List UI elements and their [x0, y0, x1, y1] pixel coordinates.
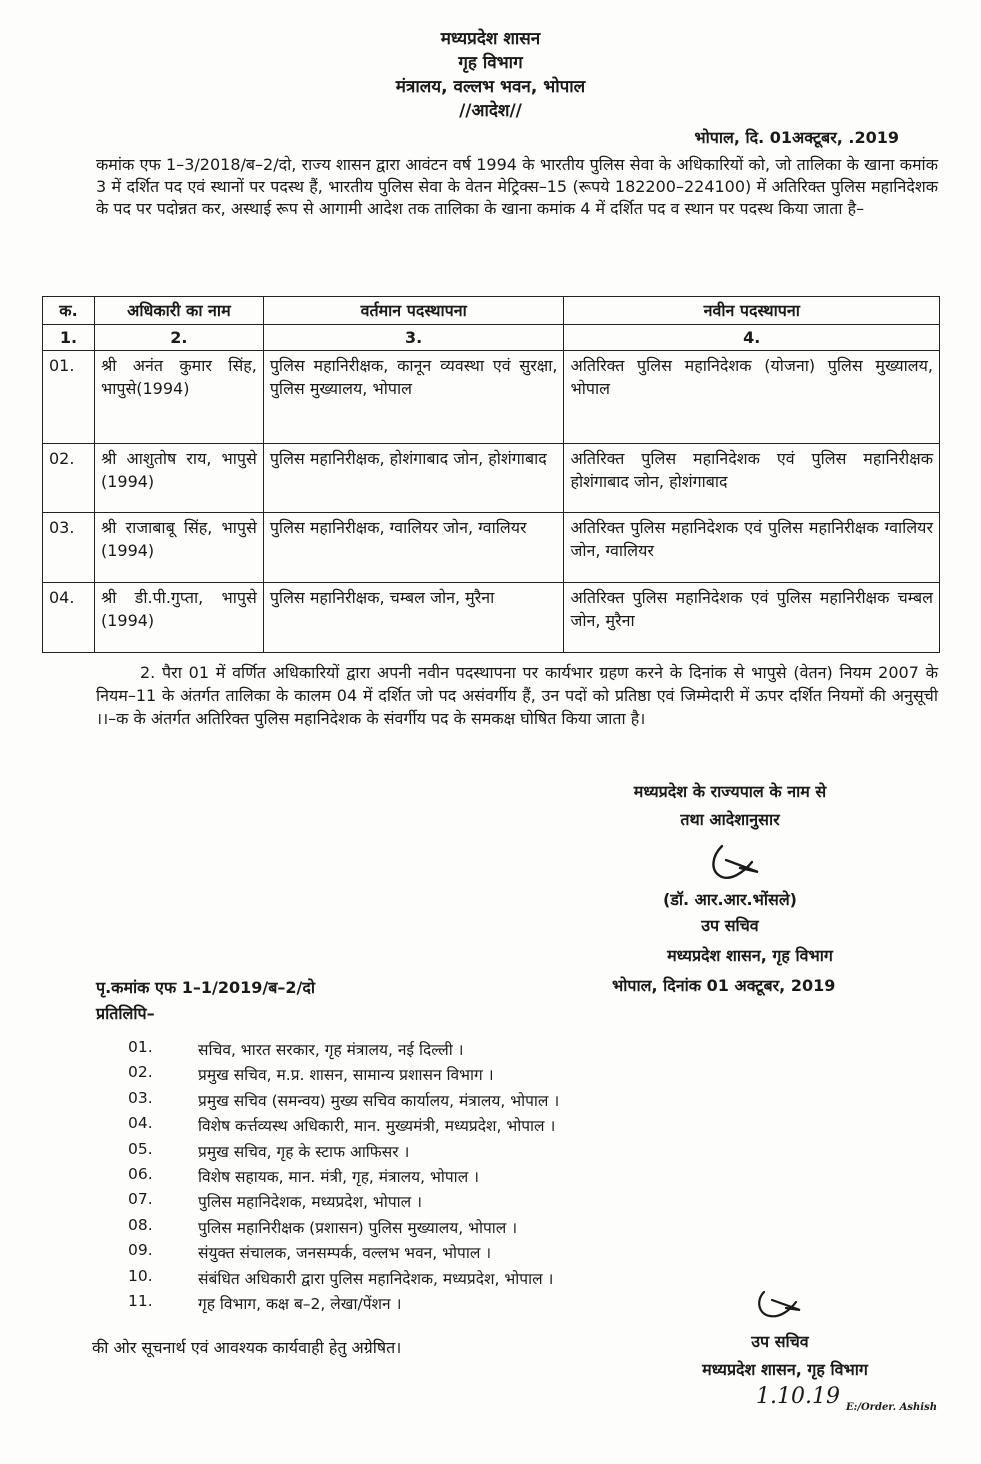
row-new-posting: अतिरिक्त पुलिस महानिदेशक एवं पुलिस महानिरीक्षक होशंगाबाद जोन, होशंगाबाद	[564, 444, 940, 513]
signatory-name: (डॉ. आर.आर.भोंसले)	[663, 890, 797, 909]
signature-mark	[700, 842, 770, 892]
list-item-text: विशेष सहायक, मान. मंत्री, गृह, मंत्रालय, भोपाल ।	[198, 1167, 480, 1186]
endorsement-number: पृ.कमांक एफ 1–1/2019/ब–2/दो	[96, 978, 316, 997]
list-item-number: 02.	[128, 1063, 153, 1082]
col-number: 3.	[263, 325, 564, 351]
list-item-text: संयुक्त संचालक, जनसम्पर्क, वल्लभ भवन, भोपाल ।	[198, 1244, 492, 1263]
list-item-number: 03.	[128, 1088, 153, 1107]
list-item	[110, 1165, 810, 1190]
header-current-posting: वर्तमान पदस्थापना	[263, 297, 564, 325]
table-row	[43, 351, 940, 444]
list-item-number: 09.	[128, 1241, 153, 1260]
list-item-number: 06.	[128, 1164, 153, 1183]
table-header-row	[43, 297, 940, 325]
closing-line: की ओर सूचनार्थ एवं आवश्यक कार्यवाही हेतु अग्रेषित।	[92, 1338, 402, 1357]
row-current-posting: पुलिस महानिरीक्षक, कानून व्यवस्था एवं सुरक्षा, पुलिस मुख्यालय, भोपाल	[263, 351, 564, 444]
list-item-text: सचिव, भारत सरकार, गृह मंत्रालय, नई दिल्ली ।	[198, 1041, 464, 1059]
row-serial: 03.	[43, 513, 95, 583]
header-state: मध्यप्रदेश शासन	[440, 29, 541, 49]
list-item-text: प्रमुख सचिव (समन्वय) मुख्य सचिव कार्यालय, मंत्रालय, भोपाल ।	[198, 1091, 560, 1110]
list-item	[110, 1063, 810, 1088]
list-item-text: गृह विभाग, कक्ष ब–2, लेखा/पेंशन ।	[198, 1294, 402, 1313]
copy-list	[110, 1038, 810, 1317]
list-item	[110, 1241, 810, 1266]
list-item-text: विशेष कर्त्तव्यस्थ अधिकारी, मान. मुख्यमंत्री, मध्यप्रदेश, भोपाल ।	[198, 1117, 556, 1136]
authority-line-2: तथा आदेशानुसार	[680, 810, 780, 829]
header-serial: क.	[43, 297, 95, 325]
row-serial: 04.	[43, 583, 95, 653]
order-title: //आदेश//	[459, 101, 522, 121]
list-item-text: पुलिस महानिरीक्षक (प्रशासन) पुलिस मुख्यालय, भोपाल ।	[198, 1218, 518, 1237]
signatory-designation: उप सचिव	[701, 916, 759, 935]
list-item-number: 08.	[128, 1215, 153, 1234]
table-column-numbers	[43, 325, 940, 351]
paragraph-2: 2. पैरा 01 में वर्णित अधिकारियों द्वारा अपनी नवीन पदस्थापना पर कार्यभार ग्रहण करने के दिनांक से भापुसे (वेतन) नियम 2007 के नियम–11 के अंतर्गत तालिका के कालम 04 में दर्शित जो पद असंवर्गीय हैं, उन पदों को प्रतिष्ठा एवं जिम्मेदारी में ऊपर दर्शित नियमों की अनुसूची ।।–क के अंतर्गत अतिरिक्त पुलिस महानिदेशक के संवर्गीय पद के समकक्ष घोषित किया जाता है।	[96, 663, 938, 728]
list-item-number: 10.	[128, 1266, 153, 1285]
list-item	[110, 1292, 810, 1317]
row-new-posting: अतिरिक्त पुलिस महानिदेशक एवं पुलिस महानिरीक्षक ग्वालियर जोन, ग्वालियर	[564, 513, 940, 583]
col-number: 1.	[43, 325, 95, 351]
signatory-date: भोपाल, दिनांक 01 अक्टूबर, 2019	[612, 976, 836, 995]
signatory2-office: मध्यप्रदेश शासन, गृह विभाग	[702, 1360, 868, 1379]
row-officer-name: श्री डी.पी.गुप्ता, भापुसे (1994)	[94, 583, 263, 653]
row-officer-name: श्री आशुतोष राय, भापुसे (1994)	[94, 444, 263, 513]
list-item	[110, 1038, 810, 1063]
header-officer-name: अधिकारी का नाम	[94, 297, 263, 325]
list-item	[110, 1267, 810, 1292]
copy-label: प्रतिलिपि–	[96, 1004, 155, 1023]
list-item-number: 07.	[128, 1190, 153, 1209]
list-item	[110, 1089, 810, 1114]
signatory2-designation: उप सचिव	[751, 1332, 809, 1351]
handwritten-date: 1.10.19	[756, 1384, 840, 1409]
row-current-posting: पुलिस महानिरीक्षक, चम्बल जोन, मुरैना	[263, 583, 564, 653]
list-item-text: संबंधित अधिकारी द्वारा पुलिस महानिदेशक, मध्यप्रदेश, भोपाल ।	[198, 1269, 554, 1288]
authority-line-1: मध्यप्रदेश के राज्यपाल के नाम से	[633, 782, 827, 801]
table-row	[43, 583, 940, 653]
list-item-text: पुलिस महानिदेशक, मध्यप्रदेश, भोपाल ।	[198, 1193, 422, 1212]
list-item-number: 11.	[128, 1291, 153, 1310]
row-new-posting: अतिरिक्त पुलिस महानिदेशक (योजना) पुलिस मुख्यालय, भोपाल	[564, 351, 940, 444]
signatory-office: मध्यप्रदेश शासन, गृह विभाग	[667, 946, 833, 965]
table-row	[43, 444, 940, 513]
row-current-posting: पुलिस महानिरीक्षक, ग्वालियर जोन, ग्वालियर	[263, 513, 564, 583]
header-department: गृह विभाग	[458, 53, 523, 73]
header-new-posting: नवीन पदस्थापना	[564, 297, 940, 325]
list-item-text: प्रमुख सचिव, गृह के स्टाफ आफिसर ।	[198, 1142, 410, 1161]
list-item	[110, 1216, 810, 1241]
list-item	[110, 1190, 810, 1215]
row-new-posting: अतिरिक्त पुलिस महानिदेशक एवं पुलिस महानिरीक्षक चम्बल जोन, मुरैना	[564, 583, 940, 653]
row-officer-name: श्री राजाबाबू सिंह, भापुसे (1994)	[94, 513, 263, 583]
list-item-number: 05.	[128, 1139, 153, 1158]
list-item-number: 01.	[128, 1038, 153, 1056]
header-address: मंत्रालय, वल्लभ भवन, भोपाल	[395, 77, 586, 97]
row-serial: 02.	[43, 444, 95, 513]
order-date: भोपाल, दि. 01अक्टूबर, .2019	[694, 128, 899, 147]
row-current-posting: पुलिस महानिरीक्षक, होशंगाबाद जोन, होशंगाबाद	[263, 444, 564, 513]
list-item	[110, 1114, 810, 1139]
list-item-number: 04.	[128, 1114, 153, 1133]
table-row	[43, 513, 940, 583]
list-item	[110, 1140, 810, 1165]
posting-table	[42, 296, 940, 653]
col-number: 4.	[564, 325, 940, 351]
col-number: 2.	[94, 325, 263, 351]
intro-paragraph: कमांक एफ 1–3/2018/ब–2/दो, राज्य शासन द्वारा आवंटन वर्ष 1994 के भारतीय पुलिस सेवा के अधिकारियों को, जो तालिका के खाना कमांक 3 में दर्शित पद एवं स्थानों पर पदस्थ हैं, भारतीय पुलिस सेवा के वेतन मेट्रिक्स–15 (रूपये 182200–224100) में अतिरिक्त पुलिस महानिदेशक के पद पर पदोन्नत कर, अस्थाई रूप से आगामी आदेश तक तालिका के खाना कमांक 4 में दर्शित पद व स्थान पर पदस्थ किया जाता है–	[96, 155, 938, 219]
row-officer-name: श्री अनंत कुमार सिंह, भापुसे(1994)	[94, 351, 263, 444]
stamp-text: E:/Order. Ashish	[846, 1402, 937, 1413]
signature-mark	[752, 1288, 812, 1328]
row-serial: 01.	[43, 351, 95, 444]
list-item-text: प्रमुख सचिव, म.प्र. शासन, सामान्य प्रशासन विभाग ।	[198, 1066, 494, 1085]
